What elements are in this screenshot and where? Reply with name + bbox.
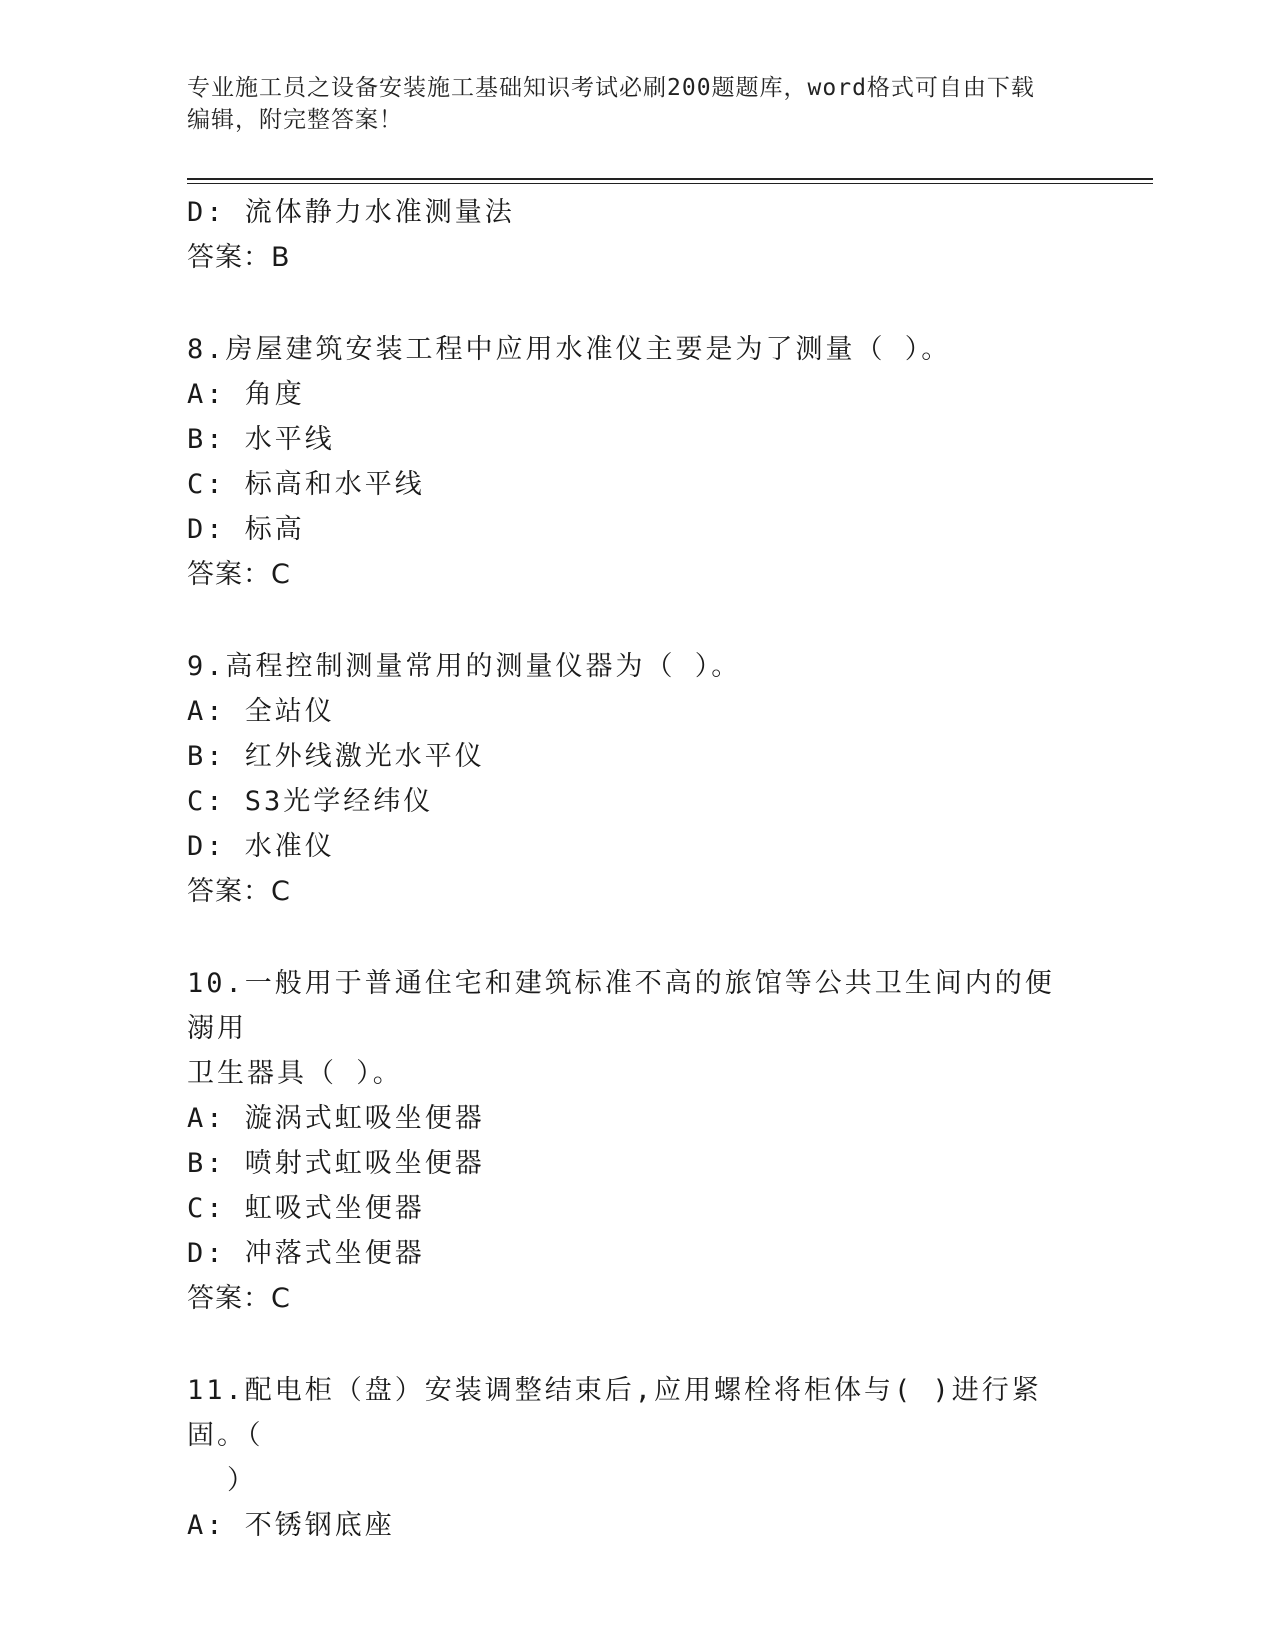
option-d: D: 标高 — [187, 514, 305, 545]
question-10 — [187, 961, 1077, 1321]
option-b: B: 红外线激光水平仪 — [187, 741, 485, 772]
option-d: D: 流体静力水准测量法 — [187, 197, 515, 228]
option-d: D: 冲落式坐便器 — [187, 1238, 425, 1269]
question-8 — [187, 327, 1077, 597]
question-11 — [187, 1368, 1077, 1548]
option-a: A: 全站仪 — [187, 696, 335, 727]
header-divider-thick — [187, 178, 1153, 180]
option-a: A: 漩涡式虹吸坐便器 — [187, 1103, 485, 1134]
answer: 答案：C — [187, 876, 291, 907]
question-stem: 9.高程控制测量常用的测量仪器为（ ）。 — [187, 651, 742, 682]
header-title-line-1: 专业施工员之设备安装施工基础知识考试必刷200题题库，word格式可自由下载 — [187, 75, 1035, 101]
answer: 答案：C — [187, 1283, 291, 1314]
option-b: B: 喷射式虹吸坐便器 — [187, 1148, 485, 1179]
option-a: A: 不锈钢底座 — [187, 1510, 395, 1541]
question-9 — [187, 644, 1077, 914]
question-stem-line-2: ） — [227, 1465, 257, 1496]
header-divider-thin — [187, 183, 1153, 184]
question-stem-line-2: 卫生器具（ ）。 — [187, 1058, 403, 1089]
carryover-block — [187, 190, 1077, 280]
header-title-line-2: 编辑，附完整答案！ — [187, 107, 403, 133]
answer: 答案：C — [187, 559, 291, 590]
document-header — [187, 72, 1067, 136]
option-c: C: 虹吸式坐便器 — [187, 1193, 425, 1224]
document-body — [187, 190, 1077, 1548]
question-stem: 8.房屋建筑安装工程中应用水准仪主要是为了测量（ ）。 — [187, 334, 952, 365]
option-b: B: 水平线 — [187, 424, 335, 455]
option-d: D: 水准仪 — [187, 831, 335, 862]
question-stem-line-1: 11.配电柜（盘）安装调整结束后,应用螺栓将柜体与( )进行紧固。（ — [187, 1375, 1042, 1451]
answer: 答案：B — [187, 242, 291, 273]
option-c: C: S3光学经纬仪 — [187, 786, 434, 817]
question-stem-line-1: 10.一般用于普通住宅和建筑标准不高的旅馆等公共卫生间内的便溺用 — [187, 968, 1055, 1044]
option-c: C: 标高和水平线 — [187, 469, 425, 500]
option-a: A: 角度 — [187, 379, 305, 410]
